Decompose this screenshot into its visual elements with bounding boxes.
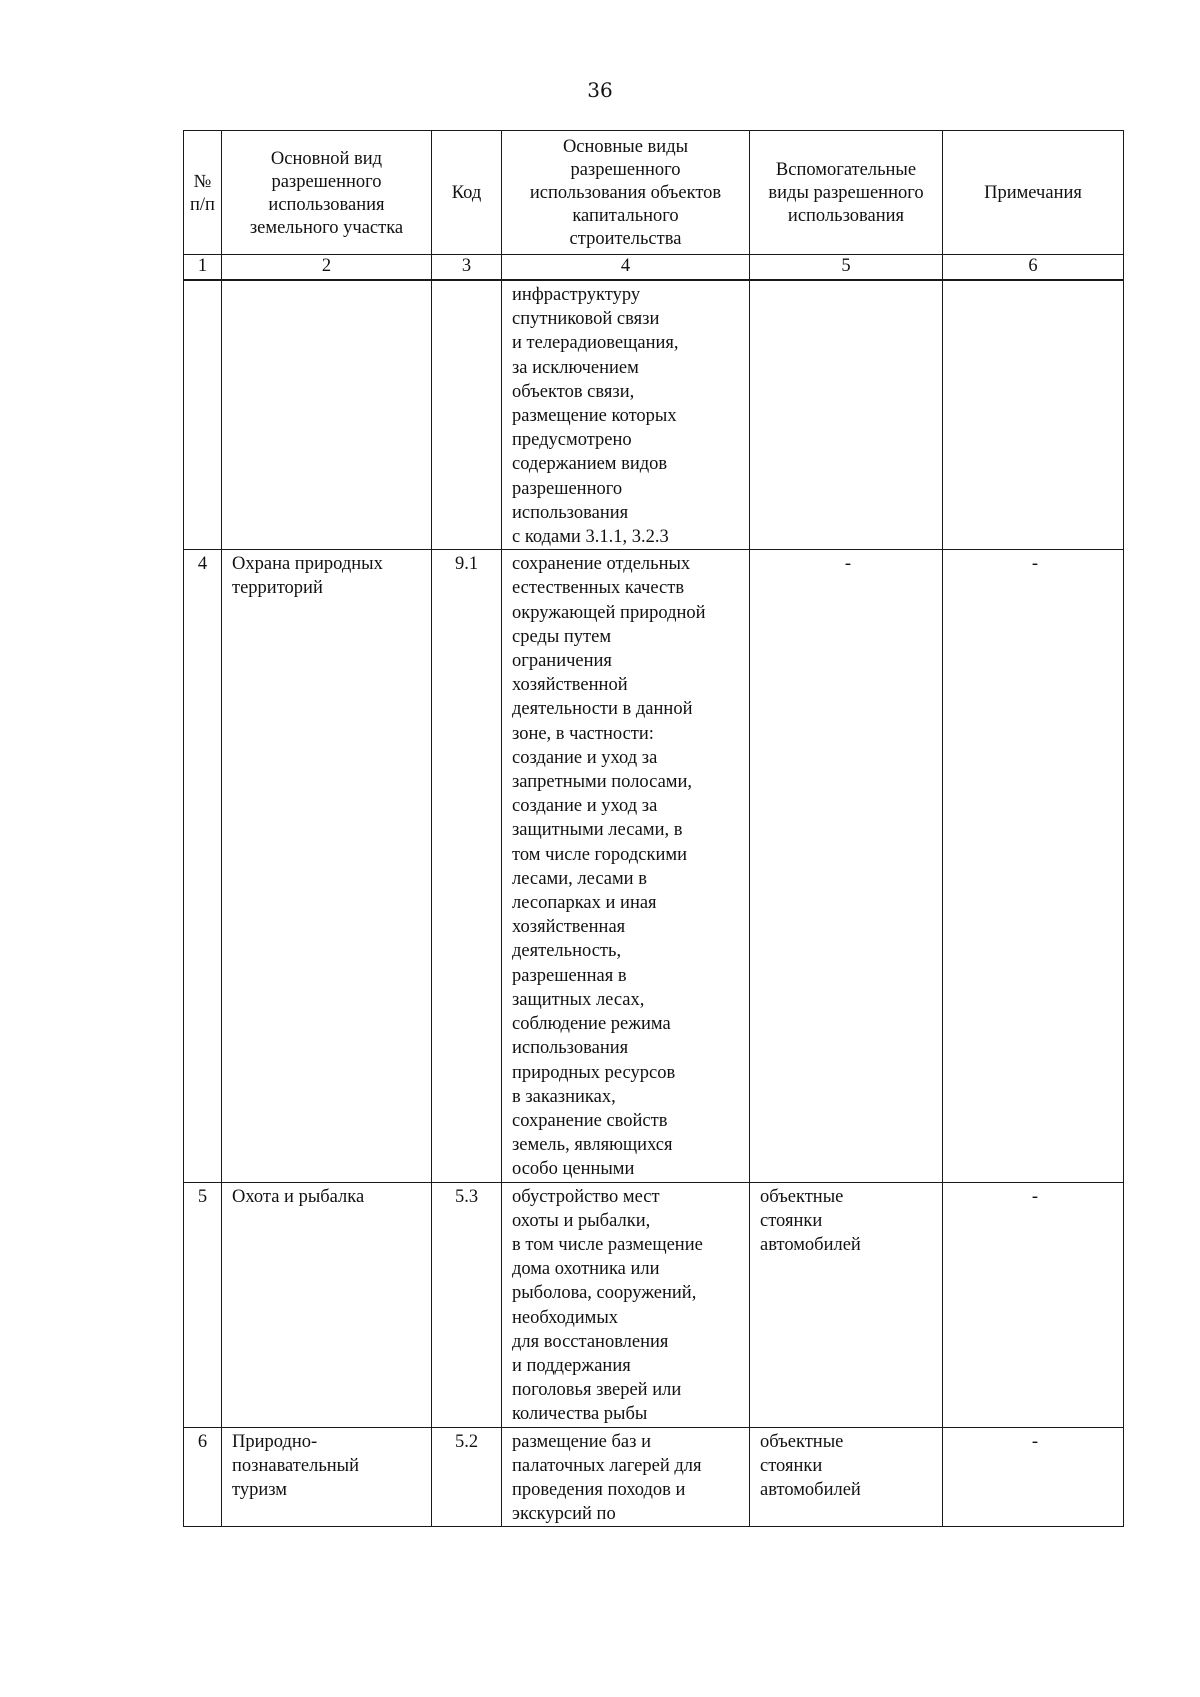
cell-text-line: и телерадиовещания,	[512, 333, 679, 354]
row-number-cell	[184, 280, 222, 550]
main-capital-use-cell	[502, 1427, 750, 1527]
cell-text-line: содержанием видов	[512, 454, 668, 475]
cell-text-line: лесопарках и иная	[512, 893, 657, 914]
row-number-cell: 5	[184, 1182, 222, 1427]
cell-text-line: и поддержания	[512, 1355, 631, 1376]
cell-text-line: разрешенного	[512, 478, 623, 499]
cell-text-line: хозяйственной	[512, 675, 628, 696]
cell-text-line: объектные	[760, 1431, 844, 1452]
cell-text-line: объектные	[760, 1186, 844, 1207]
header-text-line: использования	[268, 194, 385, 215]
cell-text-line: -	[1031, 554, 1039, 575]
auxiliary-use-cell	[750, 280, 943, 550]
header-cell-auxiliary-use	[750, 131, 943, 255]
cell-text-line: среды путем	[512, 626, 612, 647]
cell-text-line: проведения походов и	[512, 1479, 686, 1500]
cell-text-line: за исключением	[512, 357, 639, 378]
code-cell: 5.2	[432, 1427, 502, 1527]
cell-text-line: размещение которых	[512, 406, 677, 427]
notes-cell	[943, 1427, 1124, 1527]
table-row	[184, 1182, 1124, 1427]
row-number-cell: 4	[184, 550, 222, 1182]
cell-text-line: поголовья зверей или	[512, 1380, 682, 1401]
cell-text-line: Охрана природных	[232, 554, 383, 575]
notes-cell	[943, 1182, 1124, 1427]
cell-text-line: деятельность,	[512, 941, 622, 962]
main-use-cell	[222, 1182, 432, 1427]
header-cell-main-capital-use	[502, 131, 750, 255]
cell-text-line: Природно-	[232, 1431, 318, 1452]
table-row	[184, 550, 1124, 1182]
header-cell-notes	[943, 131, 1124, 255]
column-number: 1	[184, 255, 222, 281]
column-number: 5	[750, 255, 943, 281]
column-number: 6	[943, 255, 1124, 281]
auxiliary-use-cell	[750, 1427, 943, 1527]
cell-text-line: в том числе размещение	[512, 1234, 703, 1255]
cell-text-line: хозяйственная	[512, 917, 626, 938]
cell-text-line: охоты и рыбалки,	[512, 1210, 651, 1231]
column-number: 2	[222, 255, 432, 281]
notes-cell	[943, 550, 1124, 1182]
auxiliary-use-cell	[750, 1182, 943, 1427]
header-text-line: Вспомогательные	[775, 160, 917, 180]
cell-text-line: стоянки	[760, 1210, 823, 1231]
cell-text-line: зоне, в частности:	[512, 723, 654, 744]
header-text-line: использования объектов	[529, 183, 722, 203]
cell-text-line: создание и уход за	[512, 796, 658, 817]
cell-text-line: -	[844, 554, 852, 575]
cell-text-line: сохранение свойств	[512, 1110, 668, 1131]
cell-text-line: в заказниках,	[512, 1086, 616, 1107]
notes-cell	[943, 280, 1124, 550]
main-capital-use-cell	[502, 550, 750, 1182]
cell-text-line: экскурсий по	[512, 1504, 616, 1525]
table-row	[184, 1427, 1124, 1527]
cell-text-line: деятельности в данной	[512, 699, 693, 720]
cell-text-line: познавательный	[232, 1455, 359, 1476]
header-text-line: Код	[451, 183, 482, 203]
land-use-table	[183, 130, 1124, 1527]
header-text-line: земельного участка	[249, 217, 404, 238]
cell-text-line: -	[1031, 1431, 1039, 1452]
cell-text-line: окружающей природной	[512, 602, 706, 623]
column-number: 4	[502, 255, 750, 281]
cell-text-line: туризм	[232, 1479, 287, 1500]
cell-text-line: дома охотника или	[512, 1259, 660, 1280]
header-text-line: №	[193, 171, 212, 192]
cell-text-line: инфраструктуру	[512, 285, 641, 305]
row-number-cell: 6	[184, 1427, 222, 1527]
main-use-cell	[222, 1427, 432, 1527]
cell-text-line: с кодами 3.1.1, 3.2.3	[512, 527, 669, 548]
header-text-line: строительства	[569, 229, 682, 249]
cell-text-line: спутниковой связи	[512, 309, 660, 330]
cell-text-line: размещение баз и	[512, 1431, 651, 1452]
header-text-line: Основные виды	[562, 137, 689, 157]
main-capital-use-cell	[502, 1182, 750, 1427]
header-text-line: разрешенного	[271, 171, 382, 192]
cell-text-line: защитных лесах,	[512, 989, 645, 1010]
header-text-line: виды разрешенного	[768, 183, 924, 203]
cell-text-line: Охота и рыбалка	[232, 1186, 365, 1207]
main-use-cell	[222, 280, 432, 550]
main-capital-use-cell	[502, 280, 750, 550]
cell-text-line: том числе городскими	[512, 844, 688, 865]
cell-text-line: ограничения	[512, 651, 612, 672]
cell-text-line: предусмотрено	[512, 430, 632, 451]
column-number: 3	[432, 255, 502, 281]
header-text-line: п/п	[190, 194, 215, 215]
cell-text-line: земель, являющихся	[512, 1135, 673, 1156]
cell-text-line: автомобилей	[760, 1479, 861, 1500]
cell-text-line: использования	[512, 1038, 629, 1059]
cell-text-line: разрешенная в	[512, 965, 627, 986]
cell-text-line: количества рыбы	[512, 1404, 648, 1425]
header-cell-main-use	[222, 131, 432, 255]
cell-text-line: естественных качеств	[512, 578, 685, 599]
cell-text-line: соблюдение режима	[512, 1014, 671, 1035]
header-text-line: Примечания	[984, 183, 1082, 203]
cell-text-line: рыболова, сооружений,	[512, 1283, 697, 1304]
cell-text-line: создание и уход за	[512, 747, 658, 768]
code-cell: 5.3	[432, 1182, 502, 1427]
cell-text-line: объектов связи,	[512, 381, 635, 402]
cell-text-line: для восстановления	[512, 1331, 669, 1352]
main-use-cell	[222, 550, 432, 1182]
cell-text-line: использования	[512, 502, 629, 523]
code-cell	[432, 280, 502, 550]
cell-text-line: обустройство мест	[512, 1186, 660, 1207]
column-numbers-row	[184, 255, 1124, 281]
code-cell: 9.1	[432, 550, 502, 1182]
cell-text-line: природных ресурсов	[512, 1062, 676, 1083]
header-text-line: разрешенного	[570, 160, 681, 180]
cell-text-line: особо ценными	[512, 1159, 635, 1180]
header-cell-number	[184, 131, 222, 255]
header-cell-code	[432, 131, 502, 255]
header-text-line: капитального	[572, 206, 679, 226]
cell-text-line: необходимых	[512, 1307, 619, 1328]
cell-text-line: территорий	[232, 578, 323, 599]
cell-text-line: стоянки	[760, 1455, 823, 1476]
header-text-line: Основной вид	[270, 148, 383, 169]
page-number: 36	[587, 78, 613, 102]
cell-text-line: лесами, лесами в	[512, 868, 647, 889]
cell-text-line: сохранение отдельных	[512, 554, 691, 575]
table-header-row	[184, 131, 1124, 255]
cell-text-line: защитными лесами, в	[512, 820, 683, 841]
table-body	[184, 280, 1124, 1527]
header-text-line: использования	[787, 206, 905, 226]
cell-text-line: автомобилей	[760, 1234, 861, 1255]
cell-text-line: запретными полосами,	[512, 772, 693, 793]
cell-text-line: -	[1031, 1186, 1039, 1207]
auxiliary-use-cell	[750, 550, 943, 1182]
table-row	[184, 280, 1124, 550]
cell-text-line: палаточных лагерей для	[512, 1455, 702, 1476]
